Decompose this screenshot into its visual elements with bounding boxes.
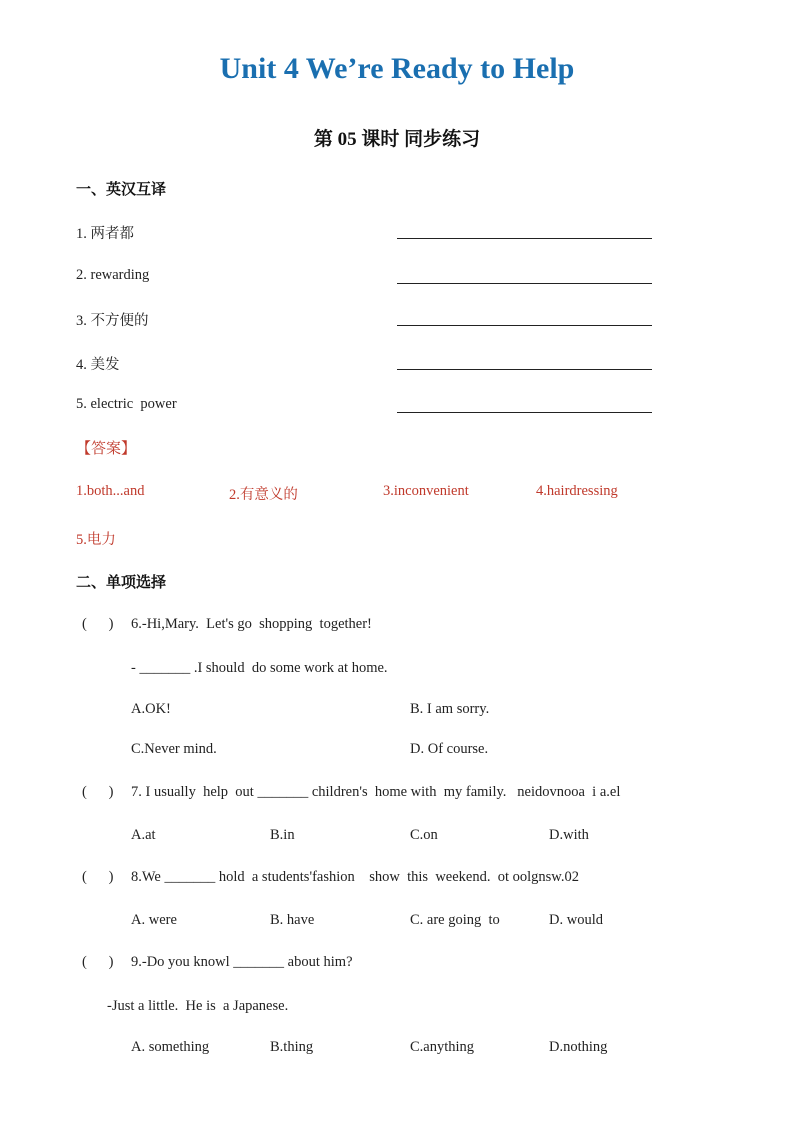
option-c[interactable]: C.on (410, 827, 438, 843)
section-heading-choice: 二、单项选择 (76, 575, 167, 591)
answer-paren[interactable]: ( ) (82, 784, 114, 800)
option-b[interactable]: B.thing (270, 1039, 314, 1055)
answer-paren[interactable]: ( ) (82, 954, 114, 970)
translation-item: 1. 两者都 (76, 226, 134, 242)
answer-value: 4.hairdressing (536, 483, 618, 499)
option-b[interactable]: B. I am sorry. (410, 701, 490, 717)
answer-blank[interactable] (397, 238, 652, 239)
answer-value: 2.有意义的 (229, 487, 298, 503)
question-stem: 6.-Hi,Mary. Let's go shopping together! (131, 616, 372, 632)
answer-blank[interactable] (397, 369, 652, 370)
answer-heading: 【答案】 (76, 441, 137, 457)
translation-item: 2. rewarding (76, 267, 150, 283)
answer-blank[interactable] (397, 325, 652, 326)
answer-blank[interactable] (397, 412, 652, 413)
option-a[interactable]: A. were (131, 912, 177, 928)
option-c[interactable]: C.Never mind. (131, 741, 217, 757)
translation-item: 4. 美发 (76, 357, 120, 373)
page-title: Unit 4 We’re Ready to Help (219, 52, 575, 85)
option-b[interactable]: B. have (270, 912, 315, 928)
question-stem: 9.-Do you knowl _______ about him? (131, 954, 353, 970)
option-d[interactable]: D. would (549, 912, 603, 928)
option-a[interactable]: A. something (131, 1039, 210, 1055)
answer-blank[interactable] (397, 283, 652, 284)
answer-value: 3.inconvenient (383, 483, 469, 499)
question-stem: 7. I usually help out _______ children's home with my family. neidovnooa i a.el (131, 784, 621, 800)
option-a[interactable]: A.OK! (131, 701, 171, 717)
question-stem-line2: - _______ .I should do some work at home. (131, 660, 388, 676)
answer-paren[interactable]: ( ) (82, 869, 114, 885)
translation-item: 3. 不方便的 (76, 313, 149, 329)
section-heading-translation: 一、英汉互译 (76, 182, 167, 198)
lesson-subtitle: 第 05 课时 同步练习 (313, 129, 481, 150)
option-d[interactable]: D.with (549, 827, 589, 843)
option-d[interactable]: D.nothing (549, 1039, 608, 1055)
answer-value: 1.both...and (76, 483, 145, 499)
answer-value: 5.电力 (76, 532, 116, 548)
translation-item: 5. electric power (76, 396, 177, 412)
option-a[interactable]: A.at (131, 827, 156, 843)
option-b[interactable]: B.in (270, 827, 295, 843)
question-stem-line2: -Just a little. He is a Japanese. (107, 998, 289, 1014)
option-c[interactable]: C.anything (410, 1039, 475, 1055)
question-stem: 8.We _______ hold a students'fashion show this weekend. ot oolgnsw.02 (131, 869, 579, 885)
option-d[interactable]: D. Of course. (410, 741, 489, 757)
answer-paren[interactable]: ( ) (82, 616, 114, 632)
option-c[interactable]: C. are going to (410, 912, 500, 928)
